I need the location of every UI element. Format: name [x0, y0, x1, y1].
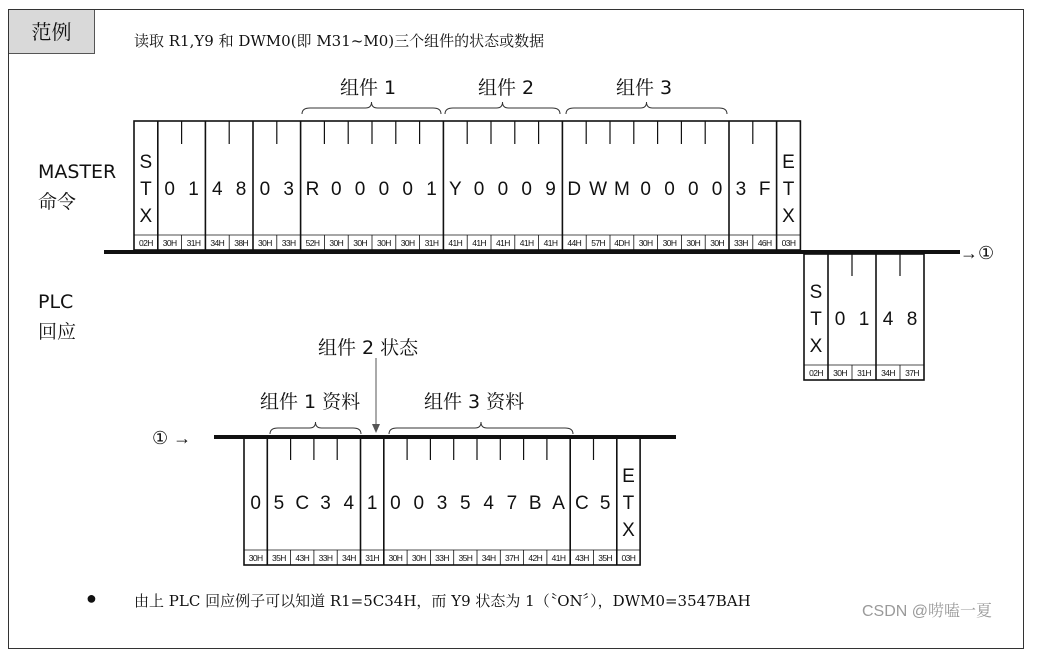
- frame-hex-code: 31H: [186, 238, 201, 248]
- frame-hex-code: 57H: [591, 238, 605, 248]
- conclusion-text: 由上 PLC 回应例子可以知道 R1=5C34H，而 Y9 状态为 1（〝ON〞），DWM0=3547BAH: [134, 592, 751, 610]
- connector-in-arrow: ① →: [152, 428, 192, 448]
- frame-char: 3: [320, 493, 331, 514]
- frame-char: 4: [483, 493, 494, 514]
- frame-hex-code: 44H: [567, 238, 582, 248]
- comp1-data-label: 组件 1 资料: [260, 391, 361, 413]
- plc-sublabel: 回应: [38, 321, 77, 343]
- brace-comp1-data: [270, 422, 361, 434]
- frame-hex-code: 34H: [341, 553, 356, 563]
- frame-char: X: [809, 336, 823, 357]
- timeline-lines: [104, 252, 960, 437]
- plc-label: PLC: [38, 291, 74, 313]
- frame-hex-code: 41H: [472, 238, 486, 248]
- frame-hex-code: 30H: [710, 238, 724, 248]
- frame-char: Y: [448, 179, 462, 200]
- frame-char: 5: [599, 493, 611, 514]
- frame-hex-code: 42H: [528, 553, 543, 563]
- frame-char: T: [622, 493, 635, 514]
- frame-char: 8: [906, 309, 918, 330]
- frame-char: 0: [473, 179, 485, 200]
- frame-char: S: [139, 152, 153, 173]
- frame-hex-code: 38H: [234, 238, 248, 248]
- frame-hex-code: 35H: [272, 553, 286, 563]
- frame-hex-code: 30H: [411, 553, 426, 563]
- brace-comp3-data: [389, 422, 573, 434]
- frame-char: T: [140, 179, 152, 200]
- frame-hex-code: 30H: [388, 553, 403, 563]
- frame-char: 0: [250, 493, 261, 514]
- frame-char: S: [809, 282, 823, 303]
- frame-char: 9: [545, 179, 556, 200]
- frame-char: 7: [506, 493, 518, 514]
- frame-hex-code: 30H: [833, 368, 847, 378]
- frame-hex-code: 30H: [638, 238, 653, 248]
- frame-char: 0: [664, 179, 675, 200]
- frame-char: T: [810, 309, 822, 330]
- comp3-data-label: 组件 3 资料: [424, 391, 525, 413]
- frame-hex-code: 30H: [258, 238, 272, 248]
- frame-char: 5: [273, 493, 285, 514]
- frame-hex-code: 31H: [365, 553, 380, 563]
- frame-hex-code: 30H: [377, 238, 391, 248]
- frame-hex-code: 30H: [162, 238, 177, 248]
- frame-hex-code: 41H: [448, 238, 463, 248]
- frame-hex-code: 41H: [543, 238, 558, 248]
- frame-hex-code: 34H: [481, 553, 496, 563]
- frame-hex-code: 37H: [905, 368, 919, 378]
- comp2-status-arrowhead: [372, 424, 380, 433]
- group-label-component-3: 组件 3: [616, 77, 673, 99]
- frame-hex-code: 33H: [281, 238, 296, 248]
- frame-hex-code: 02H: [139, 238, 153, 248]
- frame-char: X: [622, 520, 635, 541]
- frame-char: 0: [390, 493, 401, 514]
- frame-char: 0: [521, 179, 532, 200]
- frame-hex-code: 30H: [353, 238, 367, 248]
- frame-hex-code: 33H: [435, 553, 449, 563]
- frame-char: 0: [640, 179, 651, 200]
- example-tab[interactable]: 范例: [9, 10, 95, 54]
- frame-char: D: [567, 179, 582, 200]
- frame-char: 3: [283, 179, 294, 200]
- frame-hex-code: 34H: [881, 368, 895, 378]
- frame-char: X: [139, 206, 153, 227]
- frame-char: 0: [402, 179, 413, 200]
- frame-char: X: [782, 206, 795, 227]
- bullet-icon: ●: [86, 588, 97, 608]
- frame-hex-code: 31H: [424, 238, 439, 248]
- frame-char: C: [295, 493, 310, 514]
- frame-char: A: [552, 493, 565, 514]
- frame-char: 0: [688, 179, 699, 200]
- connector-out-arrow: →①: [960, 243, 995, 263]
- frame-hex-code: 35H: [598, 553, 613, 563]
- frame-hex-code: 30H: [329, 238, 344, 248]
- frame-char: 3: [735, 179, 747, 200]
- frame-char: E: [622, 466, 635, 487]
- frame-char: E: [782, 152, 795, 173]
- example-description: 读取 R1,Y9 和 DWM0(即 M31~M0)三个组件的状态或数据: [134, 32, 545, 50]
- frame-hex-code: 03H: [781, 238, 796, 248]
- frame-char: B: [528, 493, 542, 514]
- frame-hex-code: 41H: [551, 553, 566, 563]
- frame-char: C: [574, 493, 589, 514]
- frame-hex-code: 30H: [662, 238, 677, 248]
- frame-hex-code: 35H: [458, 553, 473, 563]
- frame-hex-code: 30H: [248, 553, 263, 563]
- frame-char: W: [589, 179, 608, 200]
- frame-char: 1: [858, 309, 870, 330]
- frame-char: 0: [413, 493, 425, 514]
- frame-char: 4: [882, 309, 894, 330]
- frame-char: 4: [343, 493, 355, 514]
- frame-hex-code: 30H: [686, 238, 701, 248]
- frame-char: 5: [460, 493, 471, 514]
- frame-char: 0: [378, 179, 390, 200]
- frame-char: 0: [164, 179, 175, 200]
- frame-hex-code: 41H: [496, 238, 510, 248]
- master-command-frame: [134, 121, 800, 250]
- frame-char: 3: [436, 493, 448, 514]
- frame-char: F: [758, 179, 771, 200]
- frame-char: M: [613, 179, 630, 200]
- frame-char: 0: [259, 179, 271, 200]
- frame-char: 1: [366, 493, 378, 514]
- frame-hex-code: 33H: [734, 238, 748, 248]
- frame-char: 4: [212, 179, 223, 200]
- brace-component-1: [302, 102, 441, 114]
- frame-hex-code: 31H: [857, 368, 871, 378]
- plc-ack-frame: [804, 254, 924, 380]
- frame-char: 1: [426, 179, 437, 200]
- frame-char: 0: [497, 179, 509, 200]
- master-label: MASTER: [38, 161, 117, 183]
- frame-char: 1: [188, 179, 199, 200]
- frame-hex-code: 02H: [809, 368, 823, 378]
- frame-hex-code: 30H: [400, 238, 415, 248]
- frame-hex-code: 34H: [210, 238, 225, 248]
- frame-char: 0: [834, 309, 846, 330]
- frame-char: 8: [235, 179, 247, 200]
- frame-char: 0: [354, 179, 366, 200]
- frame-hex-code: 52H: [305, 238, 320, 248]
- frame-hex-code: 46H: [757, 238, 772, 248]
- brace-component-3: [566, 102, 727, 114]
- plc-response-frame: [244, 438, 640, 565]
- watermark: CSDN @唠嗑一夏: [862, 603, 993, 620]
- group-label-component-2: 组件 2: [478, 77, 535, 99]
- comp2-status-label: 组件 2 状态: [318, 337, 419, 359]
- frame-hex-code: 41H: [519, 238, 534, 248]
- frame-char: T: [782, 179, 795, 200]
- frame-hex-code: 4DH: [614, 238, 630, 248]
- master-sublabel: 命令: [38, 191, 77, 213]
- frame-hex-code: 43H: [574, 553, 589, 563]
- frame-hex-code: 43H: [295, 553, 310, 563]
- frame-char: 0: [711, 179, 723, 200]
- group-label-component-1: 组件 1: [340, 77, 397, 99]
- frame-hex-code: 03H: [621, 553, 636, 563]
- group-braces: [270, 102, 727, 434]
- frame-hex-code: 33H: [318, 553, 333, 563]
- brace-component-2: [445, 102, 560, 114]
- frame-char: R: [305, 179, 320, 200]
- frame-char: 0: [331, 179, 342, 200]
- frame-hex-code: 37H: [505, 553, 519, 563]
